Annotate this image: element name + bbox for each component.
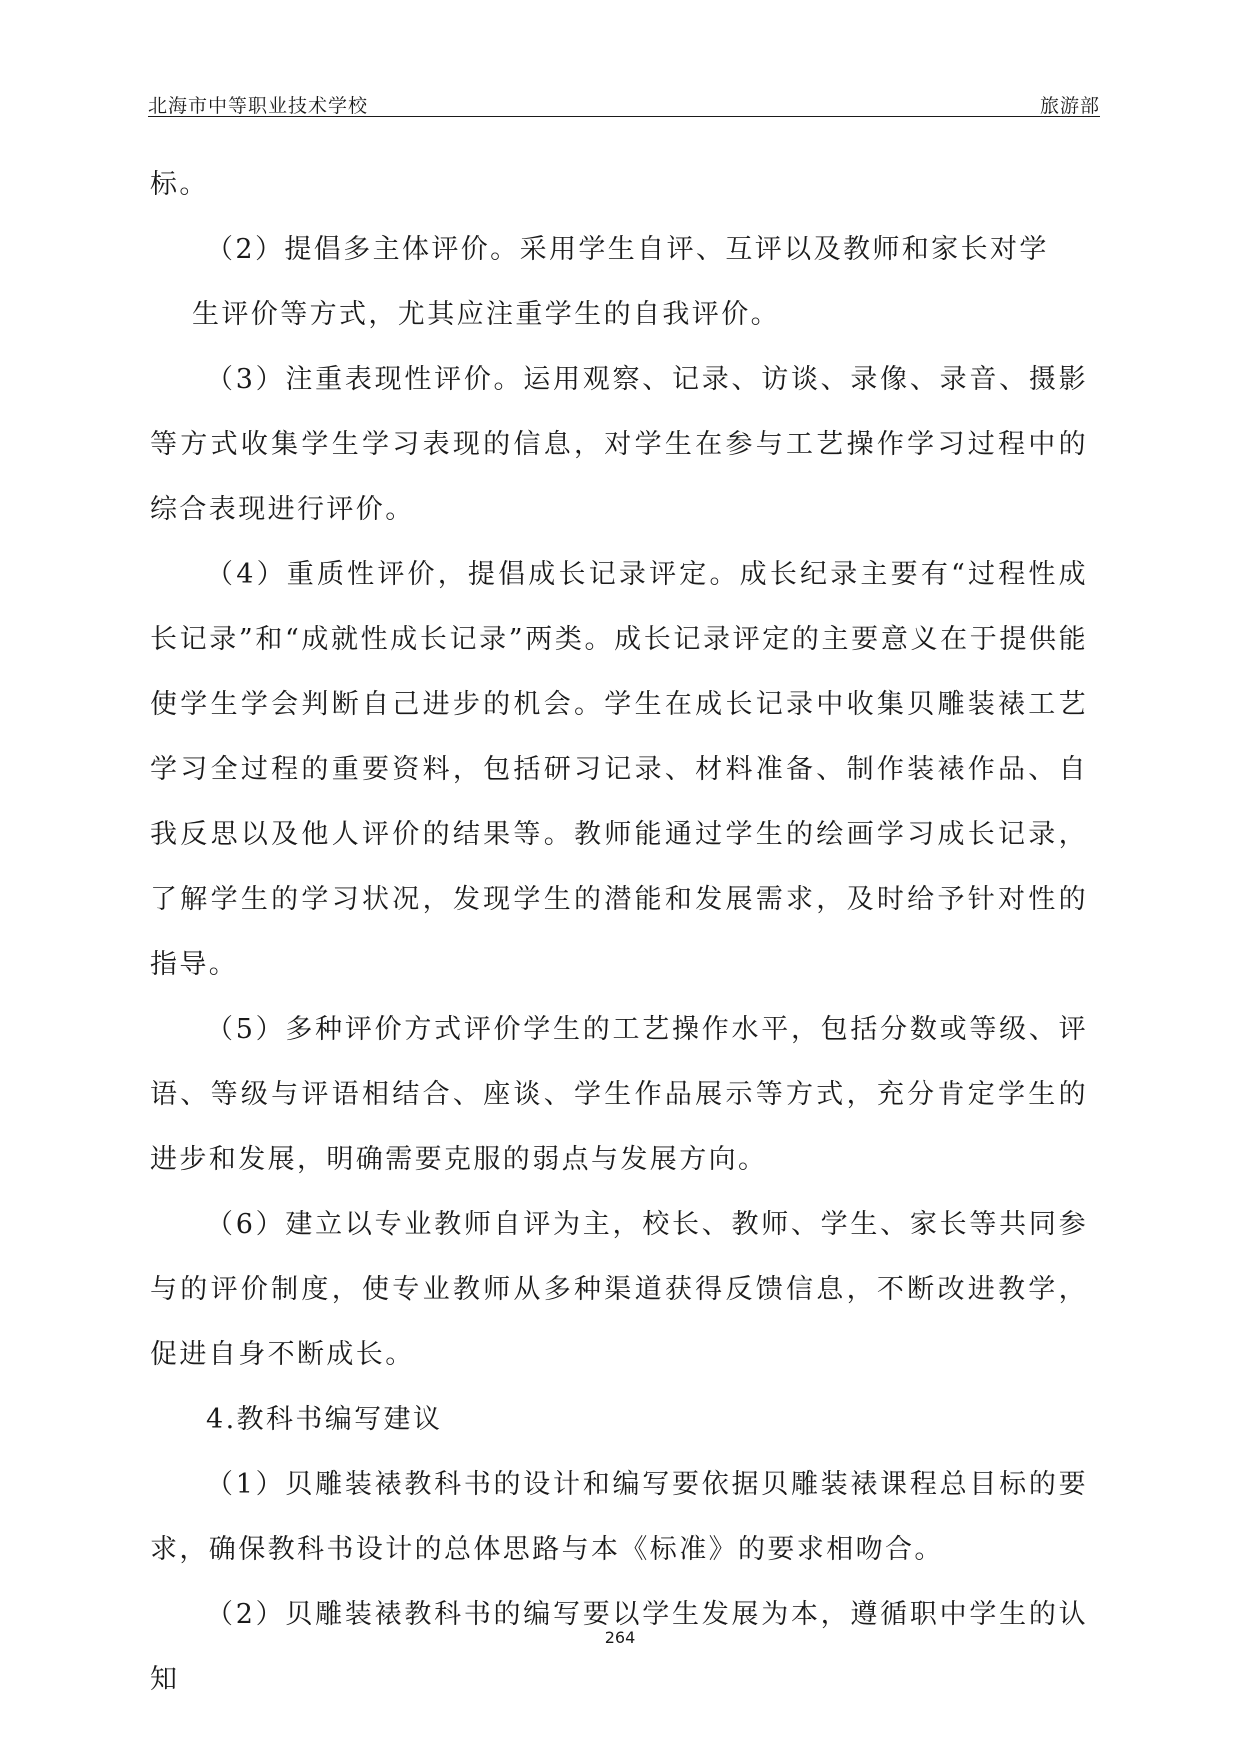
paragraph-item-2 bbox=[150, 217, 1088, 347]
section-heading-textbook: 4.教科书编写建议 bbox=[206, 1404, 443, 1435]
paragraph-textbook-2: （2）贝雕装裱教科书的编写要以学生发展为本，遵循职中学生的认知 bbox=[150, 1599, 1088, 1695]
page-body bbox=[150, 152, 1088, 1712]
header-department: 旅游部 bbox=[1039, 95, 1100, 117]
paragraph-item-4: （4）重质性评价，提倡成长记录评定。成长纪录主要有“过程性成长记录”和“成就性成长记录”两类。成长记录评定的主要意义在于提供能使学生学会判断自己进步的机会。学生在成长记录中收集贝雕装裱工艺学习全过程的重要资料，包括研习记录、材料准备、制作装裱作品、自我反思以及他人评价的结果等。教师能通过学生的绘画学习成长记录，了解学生的学习状况，发现学生的潜能和发展需求，及时给予针对性的指导。 bbox=[150, 559, 1088, 980]
paragraph-textbook-1: （1）贝雕装裱教科书的设计和编写要依据贝雕装裱课程总目标的要求，确保教科书设计的总体思路与本《标准》的要求相吻合。 bbox=[150, 1469, 1088, 1565]
paragraph-item-2-line-1: （2）提倡多主体评价。采用学生自评、互评以及教师和家长对学 bbox=[206, 234, 1049, 265]
paragraph-item-2-line-2: 生评价等方式，尤其应注重学生的自我评价。 bbox=[192, 299, 780, 330]
paragraph-continuation: 标。 bbox=[150, 169, 209, 200]
page-number: 264 bbox=[604, 1628, 636, 1647]
header-school-name: 北海市中等职业技术学校 bbox=[148, 95, 369, 117]
header-rule bbox=[148, 116, 1100, 117]
paragraph-item-3: （3）注重表现性评价。运用观察、记录、访谈、录像、录音、摄影等方式收集学生学习表现的信息，对学生在参与工艺操作学习过程中的综合表现进行评价。 bbox=[150, 364, 1088, 525]
page-header bbox=[148, 86, 1100, 118]
paragraph-item-6: （6）建立以专业教师自评为主，校长、教师、学生、家长等共同参与的评价制度，使专业教师从多种渠道获得反馈信息，不断改进教学，促进自身不断成长。 bbox=[150, 1209, 1088, 1370]
paragraph-item-5: （5）多种评价方式评价学生的工艺操作水平，包括分数或等级、评语、等级与评语相结合、座谈、学生作品展示等方式，充分肯定学生的进步和发展，明确需要克服的弱点与发展方向。 bbox=[150, 1014, 1088, 1175]
